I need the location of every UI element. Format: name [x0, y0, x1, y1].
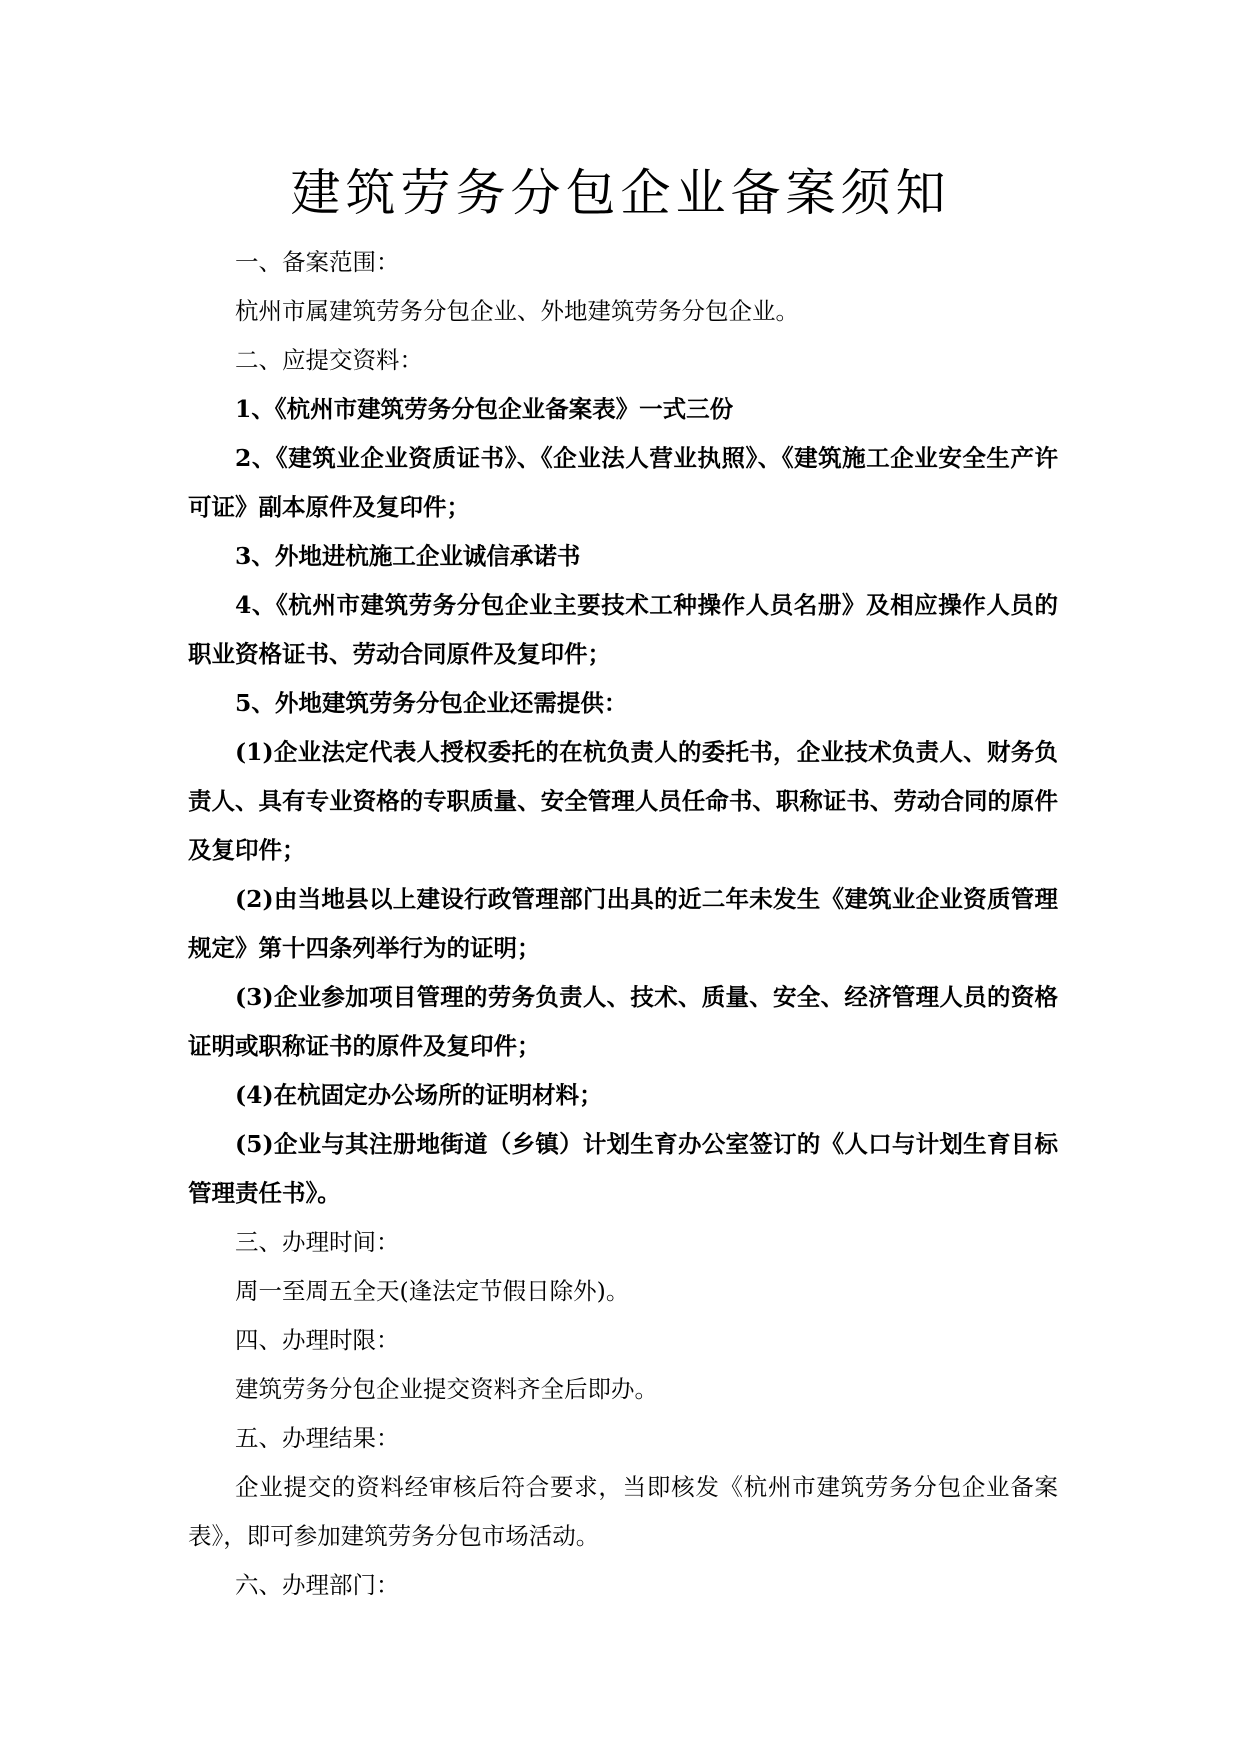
list-item-2: 2、《建筑业企业资质证书》、《企业法人营业执照》、《建筑施工企业安全生产许可证》副本原件及复印件； [188, 444, 1058, 521]
sub-item-2: (2)由当地县以上建设行政管理部门出具的近二年未发生《建筑业企业资质管理规定》第十四条列举行为的证明； [188, 885, 1058, 962]
list-item-5: 5、外地建筑劳务分包企业还需提供： [235, 689, 628, 717]
list-item-3: 3、外地进杭施工企业诚信承诺书 [235, 542, 581, 570]
sub-item-3: (3)企业参加项目管理的劳务负责人、技术、质量、安全、经济管理人员的资格证明或职称证书的原件及复印件； [188, 983, 1058, 1060]
section-heading-department: 六、办理部门： [235, 1571, 400, 1599]
list-item-4: 4、《杭州市建筑劳务分包企业主要技术工种操作人员名册》及相应操作人员的职业资格证书、劳动合同原件及复印件； [188, 591, 1058, 668]
section-heading-scope: 一、备案范围： [235, 248, 400, 276]
section-heading-hours: 三、办理时间： [235, 1228, 400, 1256]
document-title: 建筑劳务分包企业备案须知 [290, 164, 951, 222]
section-heading-result: 五、办理结果： [235, 1424, 400, 1452]
section-heading-materials: 二、应提交资料： [235, 346, 423, 374]
paragraph-time-limit: 建筑劳务分包企业提交资料齐全后即办。 [235, 1375, 658, 1403]
sub-item-4: (4)在杭固定办公场所的证明材料； [235, 1081, 603, 1109]
document-body [188, 238, 1058, 1610]
list-item-1: 1、《杭州市建筑劳务分包企业备案表》一式三份 [235, 395, 734, 423]
paragraph-scope: 杭州市属建筑劳务分包企业、外地建筑劳务分包企业。 [235, 297, 799, 325]
paragraph-result: 企业提交的资料经审核后符合要求，当即核发《杭州市建筑劳务分包企业备案表》，即可参加建筑劳务分包市场活动。 [188, 1473, 1058, 1550]
section-heading-time-limit: 四、办理时限： [235, 1326, 400, 1354]
sub-item-5: (5)企业与其注册地街道（乡镇）计划生育办公室签订的《人口与计划生育目标管理责任书》。 [188, 1130, 1058, 1207]
sub-item-1: (1)企业法定代表人授权委托的在杭负责人的委托书，企业技术负责人、财务负责人、具有专业资格的专职质量、安全管理人员任命书、职称证书、劳动合同的原件及复印件； [188, 738, 1058, 864]
paragraph-hours: 周一至周五全天(逢法定节假日除外)。 [235, 1277, 630, 1305]
